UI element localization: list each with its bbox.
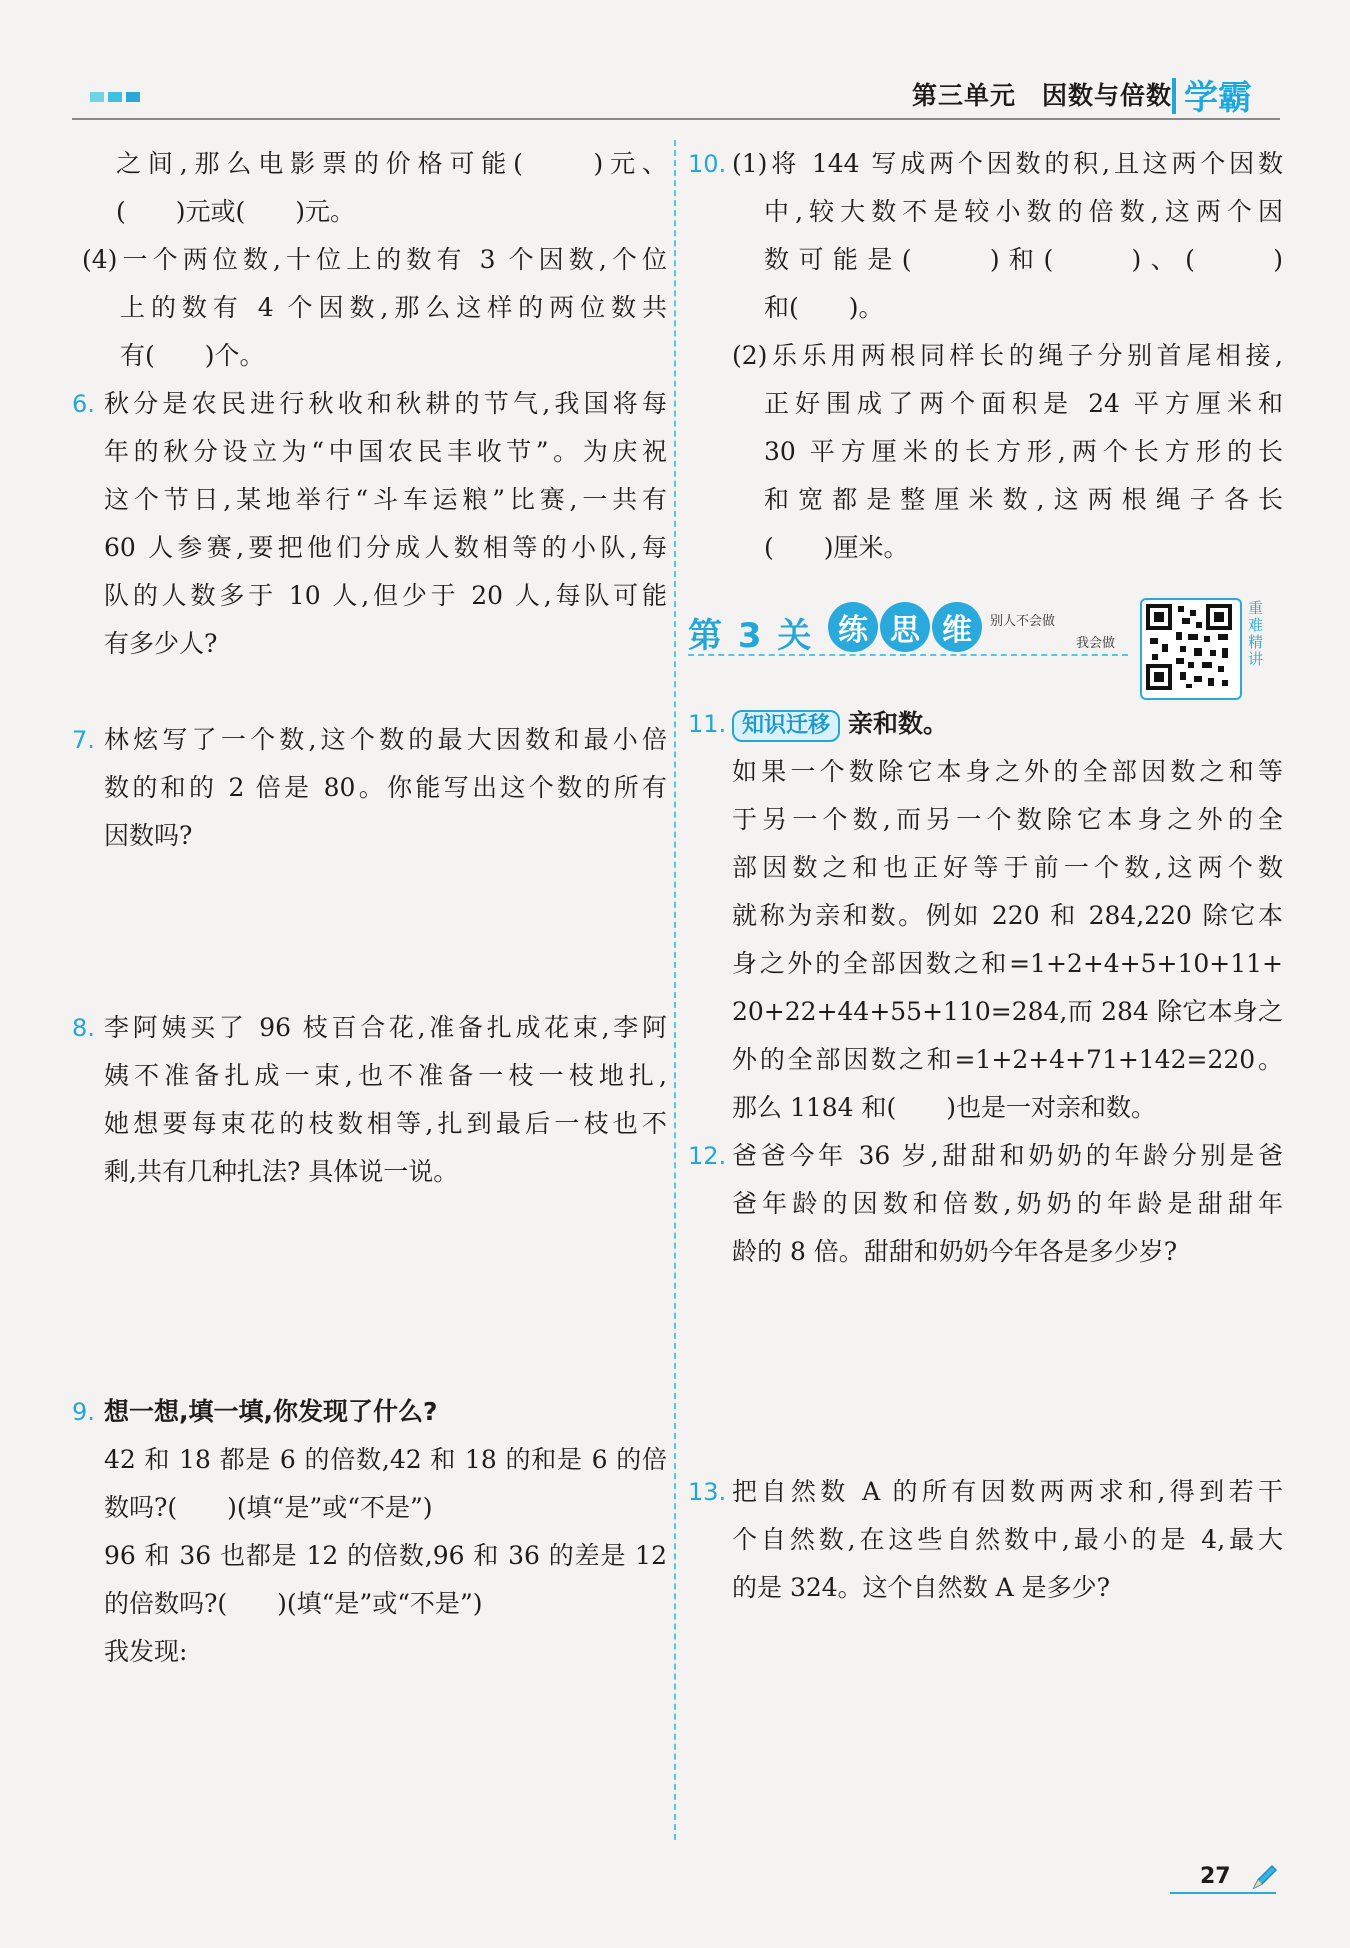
text-line: 部因数之和也正好等于前一个数,这两个数	[732, 853, 1283, 882]
question-number: 6.	[72, 390, 95, 418]
text-line: 如果一个数除它本身之外的全部因数之和等	[732, 757, 1283, 786]
right-column	[688, 140, 1283, 572]
text-line: 这个节日,某地举行“斗车运粮”比赛,一共有	[104, 485, 667, 514]
qr-label: 重难精讲	[1248, 599, 1264, 668]
question-13	[688, 1468, 1283, 1612]
question-12	[688, 1132, 1283, 1468]
text-line: 42 和 18 都是 6 的倍数,42 和 18 的和是 6 的倍	[104, 1445, 667, 1474]
text-line: 那么 1184 和( )也是一对亲和数。	[732, 1093, 1157, 1122]
column-divider	[674, 140, 676, 1840]
text-line: 姨不准备扎成一束,也不准备一枝一枝地扎,	[104, 1061, 667, 1090]
text-line: 和宽都是整厘米数,这两根绳子各长	[764, 485, 1283, 514]
page-number: 27	[1200, 1864, 1231, 1889]
topic-label: 因数与倍数	[1041, 81, 1172, 110]
text-line: 于另一个数,而另一个数除它本身之外的全	[732, 805, 1283, 834]
text-line: 和( )。	[764, 293, 884, 322]
question-number: 11.	[688, 710, 727, 738]
footer-rule	[1170, 1892, 1276, 1894]
qr-code-icon[interactable]	[1140, 598, 1242, 700]
header-rule	[72, 118, 1280, 120]
question-number: 10.	[688, 150, 727, 178]
header-title	[912, 76, 1172, 112]
text-line: 龄的 8 倍。甜甜和奶奶今年各是多少岁?	[732, 1237, 1178, 1266]
text-line: 有多少人?	[104, 629, 218, 658]
text-line: 的倍数吗?( )(填“是”或“不是”)	[104, 1589, 483, 1618]
level-rule	[688, 654, 1128, 656]
text-line: 之间,那么电影票的价格可能( )元、	[116, 149, 667, 178]
question-11-title: 亲和数。	[847, 709, 948, 738]
bubble-char: 维	[932, 602, 982, 652]
level-label: 第 3 关	[688, 616, 814, 656]
text-line: 中,较大数不是较小数的倍数,这两个因	[764, 197, 1283, 226]
text-line: 李阿姨买了 96 枝百合花,准备扎成花束,李阿	[104, 1013, 667, 1042]
text-line: 年的秋分设立为“中国农民丰收节”。为庆祝	[104, 437, 667, 466]
header-separator	[1172, 78, 1176, 114]
question-number: 9.	[72, 1398, 95, 1426]
question-5-part-4	[72, 236, 667, 380]
knowledge-transfer-badge: 知识迁移	[732, 710, 840, 742]
question-6	[72, 380, 667, 716]
pencil-icon	[1250, 1862, 1280, 1896]
text-line: 爸爸今年 36 岁,甜甜和奶奶的年龄分别是爸	[732, 1141, 1283, 1170]
text-line: 因数吗?	[104, 821, 193, 850]
bubble-char: 思	[880, 602, 930, 652]
text-line: 的是 324。这个自然数 A 是多少?	[732, 1573, 1111, 1602]
question-number: 13.	[688, 1478, 727, 1506]
question-5-continued	[72, 140, 667, 236]
level-tag-2: 我会做	[1076, 636, 1116, 651]
text-line: 外的全部因数之和=1+2+4+71+142=220。	[732, 1045, 1283, 1074]
question-number: 8.	[72, 1014, 95, 1042]
text-line: 林炫写了一个数,这个数的最大因数和最小倍	[104, 725, 667, 754]
question-8	[72, 1004, 667, 1388]
text-line: 个自然数,在这些自然数中,最小的是 4,最大	[732, 1525, 1283, 1554]
text-line: 队的人数多于 10 人,但少于 20 人,每队可能	[104, 581, 667, 610]
text-line: 她想要每束花的枝数相等,扎到最后一枝也不	[104, 1109, 667, 1138]
text-line: 身之外的全部因数之和=1+2+4+5+10+11+	[732, 949, 1283, 978]
text-line: 数可能是( )和( )、( )	[764, 245, 1283, 274]
text-line: 就称为亲和数。例如 220 和 284,220 除它本	[732, 901, 1283, 930]
text-line: 正好围成了两个面积是 24 平方厘米和	[764, 389, 1283, 418]
text-line: 把自然数 A 的所有因数两两求和,得到若干	[732, 1477, 1283, 1506]
text-line: 爸年龄的因数和倍数,奶奶的年龄是甜甜年	[732, 1189, 1283, 1218]
level-bubbles	[828, 602, 982, 652]
question-7	[72, 716, 667, 1004]
question-11-heading	[732, 700, 1283, 748]
text-line: 20+22+44+55+110=284,而 284 除它本身之	[732, 997, 1283, 1026]
text-line: 60 人参赛,要把他们分成人数相等的小队,每	[104, 533, 667, 562]
text-line: 剩,共有几种扎法? 具体说一说。	[104, 1157, 459, 1186]
question-number: 7.	[72, 726, 95, 754]
header-decoration	[90, 92, 140, 102]
text-line: 数吗?( )(填“是”或“不是”)	[104, 1493, 433, 1522]
text-line: (4)一个两位数,十位上的数有 3 个因数,个位	[82, 245, 667, 274]
unit-label: 第三单元	[911, 81, 1016, 110]
level-banner	[688, 598, 1278, 688]
text-line: 96 和 36 也都是 12 的倍数,96 和 36 的差是 12	[104, 1541, 667, 1570]
text-line: (1)将 144 写成两个因数的积,且这两个因数	[732, 149, 1283, 178]
question-number: 12.	[688, 1142, 727, 1170]
text-line: (2)乐乐用两根同样长的绳子分别首尾相接,	[732, 341, 1283, 370]
text-line: 我发现:	[104, 1637, 188, 1666]
bubble-char: 练	[828, 602, 878, 652]
question-9-title: 想一想,填一填,你发现了什么?	[104, 1397, 438, 1426]
question-9	[72, 1388, 667, 1676]
left-column	[72, 140, 667, 1676]
text-line: 秋分是农民进行秋收和秋耕的节气,我国将每	[104, 389, 667, 418]
level-tag-1: 别人不会做	[990, 614, 1056, 629]
question-11	[688, 700, 1283, 1132]
text-line: 上的数有 4 个因数,那么这样的两位数共	[120, 293, 667, 322]
text-line: ( )元或( )元。	[116, 197, 356, 226]
right-column-lower	[688, 700, 1283, 1612]
brand-logo: 学霸	[1184, 78, 1252, 118]
text-line: 有( )个。	[120, 341, 265, 370]
question-10	[688, 140, 1283, 572]
text-line: 30 平方厘米的长方形,两个长方形的长	[764, 437, 1283, 466]
text-line: 数的和的 2 倍是 80。你能写出这个数的所有	[104, 773, 667, 802]
text-line: ( )厘米。	[764, 533, 909, 562]
